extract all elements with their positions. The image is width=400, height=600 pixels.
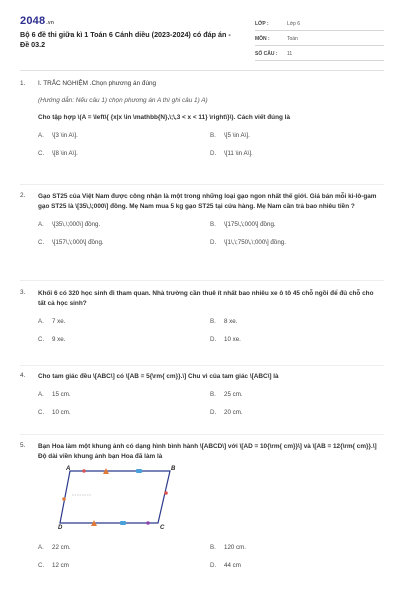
question-body xyxy=(38,442,382,569)
option-d[interactable] xyxy=(210,562,241,570)
question-text: Khối 6 có 320 học sinh đi tham quan. Nhà trường cần thuê ít nhất bao nhiêu xe ô tô 45 chỗ ngồi để đủ chỗ cho tất cả học sinh? xyxy=(38,290,374,307)
meta-value: Toán xyxy=(287,36,298,43)
logo-main: 2048 xyxy=(20,15,46,27)
question-separator xyxy=(20,184,384,185)
option-b[interactable] xyxy=(210,391,243,399)
option-letter: A. xyxy=(38,543,44,551)
question-body xyxy=(38,372,382,416)
vertex-label-c: C xyxy=(160,524,165,529)
option-d[interactable] xyxy=(210,409,243,417)
question-number: 3. xyxy=(20,289,26,296)
option-c[interactable] xyxy=(38,562,69,570)
option-text: \[35\,\;000\] đồng. xyxy=(52,220,101,228)
meta-key: LỚP : xyxy=(255,21,269,28)
logo-suffix: .vn xyxy=(46,20,55,26)
meta-row-count xyxy=(255,46,384,61)
vertex-label-b: B xyxy=(171,465,176,472)
option-letter: D. xyxy=(210,150,217,158)
option-text: \[5 \in A\]. xyxy=(224,132,250,140)
option-text: 7 xe. xyxy=(52,317,66,325)
option-text: \[157\,\;000\] đồng. xyxy=(52,238,104,246)
option-text: 22 cm. xyxy=(52,543,71,551)
page-header xyxy=(20,14,384,62)
option-c[interactable] xyxy=(38,150,78,158)
option-d[interactable] xyxy=(210,239,286,247)
option-text: 25 cm. xyxy=(224,390,243,398)
option-c[interactable] xyxy=(38,409,71,417)
option-letter: B. xyxy=(210,220,216,228)
option-text: 44 cm xyxy=(224,561,241,569)
option-a[interactable] xyxy=(38,544,71,552)
option-letter: A. xyxy=(38,132,44,140)
option-b[interactable] xyxy=(210,318,237,326)
option-b[interactable] xyxy=(210,132,250,140)
section-heading: I. TRẮC NGHIỆM .Chọn phương án đúng xyxy=(38,80,157,87)
option-text: \[3 \in A\]. xyxy=(52,132,78,140)
option-letter: B. xyxy=(210,543,216,551)
header-divider xyxy=(20,70,384,71)
meta-key: MÔN : xyxy=(255,36,270,43)
decor-dot xyxy=(82,469,86,473)
parallelogram-frame-figure xyxy=(58,465,178,529)
option-letter: C. xyxy=(38,561,45,569)
decor-dot xyxy=(146,521,150,525)
question-body xyxy=(38,289,382,343)
option-letter: D. xyxy=(210,561,217,569)
option-a[interactable] xyxy=(38,318,65,326)
option-letter: B. xyxy=(210,317,216,325)
option-text: 12 cm xyxy=(52,561,69,569)
meta-key: SỐ CÂU : xyxy=(255,51,278,58)
option-d[interactable] xyxy=(210,150,253,158)
question-number: 2. xyxy=(20,192,26,199)
question-separator xyxy=(20,280,384,281)
question-number: 5. xyxy=(20,442,26,449)
question-text: Cho tập hợp \(A = \left\{ {x|x \in \mathbb{N},\;\,3 < x < 11} \right\}\). Cách viết đúng là xyxy=(38,114,291,122)
option-letter: C. xyxy=(38,150,45,158)
instruction-hint: (Hướng dẫn: Nếu câu 1) chọn phương án A thì ghi câu 1) A) xyxy=(38,96,208,104)
option-a[interactable] xyxy=(38,132,78,140)
option-letter: D. xyxy=(210,335,217,343)
option-letter: C. xyxy=(38,238,45,246)
option-letter: D. xyxy=(210,408,217,416)
question-number: 1. xyxy=(20,80,26,87)
option-text: 9 xe. xyxy=(52,335,66,343)
option-letter: A. xyxy=(38,317,44,325)
option-c[interactable] xyxy=(38,336,65,344)
question-number: 4. xyxy=(20,372,26,379)
option-letter: C. xyxy=(38,408,45,416)
question-text: Cho tam giác đều \[ABC\] có \[AB = 5{\rm{ cm}}.\] Chu vi của tam giác \[ABC\] là xyxy=(38,373,279,380)
figure-wrap xyxy=(38,465,382,535)
option-text: \[1\,\;750\,\;000\] đồng. xyxy=(224,238,286,246)
option-text: 120 cm. xyxy=(224,543,247,551)
option-text: 10 cm. xyxy=(52,408,71,416)
document-title: Bộ 6 đề thi giữa kì 1 Toán 6 Cánh diều (2023-2024) có đáp án - Đề 03.2 xyxy=(20,30,231,50)
meta-row-subject xyxy=(255,31,384,46)
option-text: 20 cm. xyxy=(224,408,243,416)
meta-row-grade xyxy=(255,16,384,31)
option-d[interactable] xyxy=(210,336,241,344)
frame-outline xyxy=(60,471,170,523)
option-letter: B. xyxy=(210,132,216,140)
question-separator xyxy=(20,365,384,366)
question-text: Gạo ST25 của Việt Nam được công nhận là một trong những loại gạo ngon nhất thế giới. Giá bán mỗi ki-lô-gam gạo ST25 là \[35\,\;000\] đồng. Mẹ Nam mua 5 kg gạo ST25 tại cửa hàng. Mẹ Nam cần trả bao nhiêu tiền ? xyxy=(38,193,377,210)
option-a[interactable] xyxy=(38,221,100,229)
option-a[interactable] xyxy=(38,391,71,399)
option-letter: A. xyxy=(38,220,44,228)
question-text: Bạn Hoa làm một khung ảnh có dạng hình bình hành \[ABCD\] với \[AD = 10{\rm{ cm}}\] và \[AB = 12{\rm{ cm}}.\] Độ dài viền khung ảnh bạn Hoa đã làm là xyxy=(38,443,377,460)
decor-dot xyxy=(164,491,168,495)
option-text: 15 cm. xyxy=(52,390,71,398)
vertex-label-d: D xyxy=(58,524,63,529)
site-logo[interactable] xyxy=(20,14,54,29)
decor-rect xyxy=(120,521,126,525)
option-text: 8 xe. xyxy=(224,317,238,325)
decor-dot xyxy=(62,497,66,501)
option-letter: D. xyxy=(210,238,217,246)
option-b[interactable] xyxy=(210,221,276,229)
vertex-label-a: A xyxy=(66,465,71,472)
option-text: \[8 \in A\]. xyxy=(52,150,78,158)
option-letter: A. xyxy=(38,390,44,398)
question-separator xyxy=(20,434,384,435)
document-meta xyxy=(255,16,384,61)
option-letter: B. xyxy=(210,390,216,398)
option-text: \[175\,\;000\] đồng. xyxy=(224,220,276,228)
option-c[interactable] xyxy=(38,239,104,247)
option-text: \[11 \in A\]. xyxy=(224,150,253,158)
question-body xyxy=(38,192,382,246)
option-text: 10 xe. xyxy=(224,335,241,343)
meta-value: Lớp 6 xyxy=(287,21,301,28)
meta-value: 11 xyxy=(287,51,293,58)
option-letter: C. xyxy=(38,335,45,343)
question-body xyxy=(38,80,382,158)
decor-rect xyxy=(136,469,142,473)
option-b[interactable] xyxy=(210,544,246,552)
